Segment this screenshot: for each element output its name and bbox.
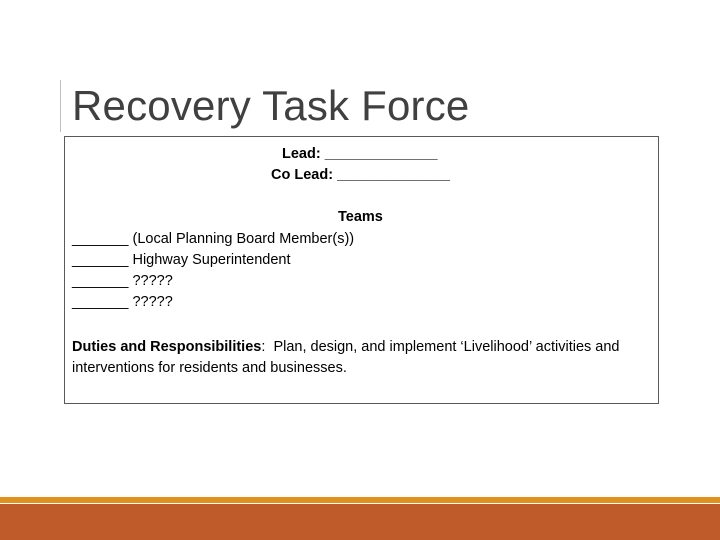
team-row <box>72 252 290 268</box>
lead-blank: ______________ <box>324 146 438 162</box>
team-row-text: Highway Superintendent <box>132 252 291 268</box>
lead-line <box>282 146 438 162</box>
co-lead-blank: ______________ <box>337 167 450 183</box>
duties-paragraph <box>72 337 658 379</box>
team-row-blank: _______ <box>72 231 129 247</box>
duties-colon: : <box>261 339 266 355</box>
footer-bar <box>0 504 720 540</box>
teams-heading: Teams <box>338 209 383 225</box>
task-force-content-box <box>64 136 659 404</box>
team-row-blank: _______ <box>72 252 129 268</box>
duties-text: Plan, design, and implement ‘Livelihood’ activities and interventions for residents and businesses. <box>72 339 620 376</box>
team-row <box>72 294 173 310</box>
team-row-blank: _______ <box>72 294 129 310</box>
team-row-text: ????? <box>132 294 173 310</box>
footer-accent-line <box>0 497 720 503</box>
duties-label: Duties and Responsibilities <box>72 339 262 355</box>
team-row-blank: _______ <box>72 273 129 289</box>
team-row <box>72 273 173 289</box>
title-accent-rule <box>60 80 61 132</box>
team-row-text: ????? <box>132 273 173 289</box>
lead-label: Lead: <box>282 146 321 162</box>
team-row <box>72 231 354 247</box>
team-row-text: (Local Planning Board Member(s)) <box>132 231 355 247</box>
co-lead-label: Co Lead: <box>271 167 334 183</box>
co-lead-line <box>271 167 450 183</box>
slide-title: Recovery Task Force <box>72 82 470 129</box>
